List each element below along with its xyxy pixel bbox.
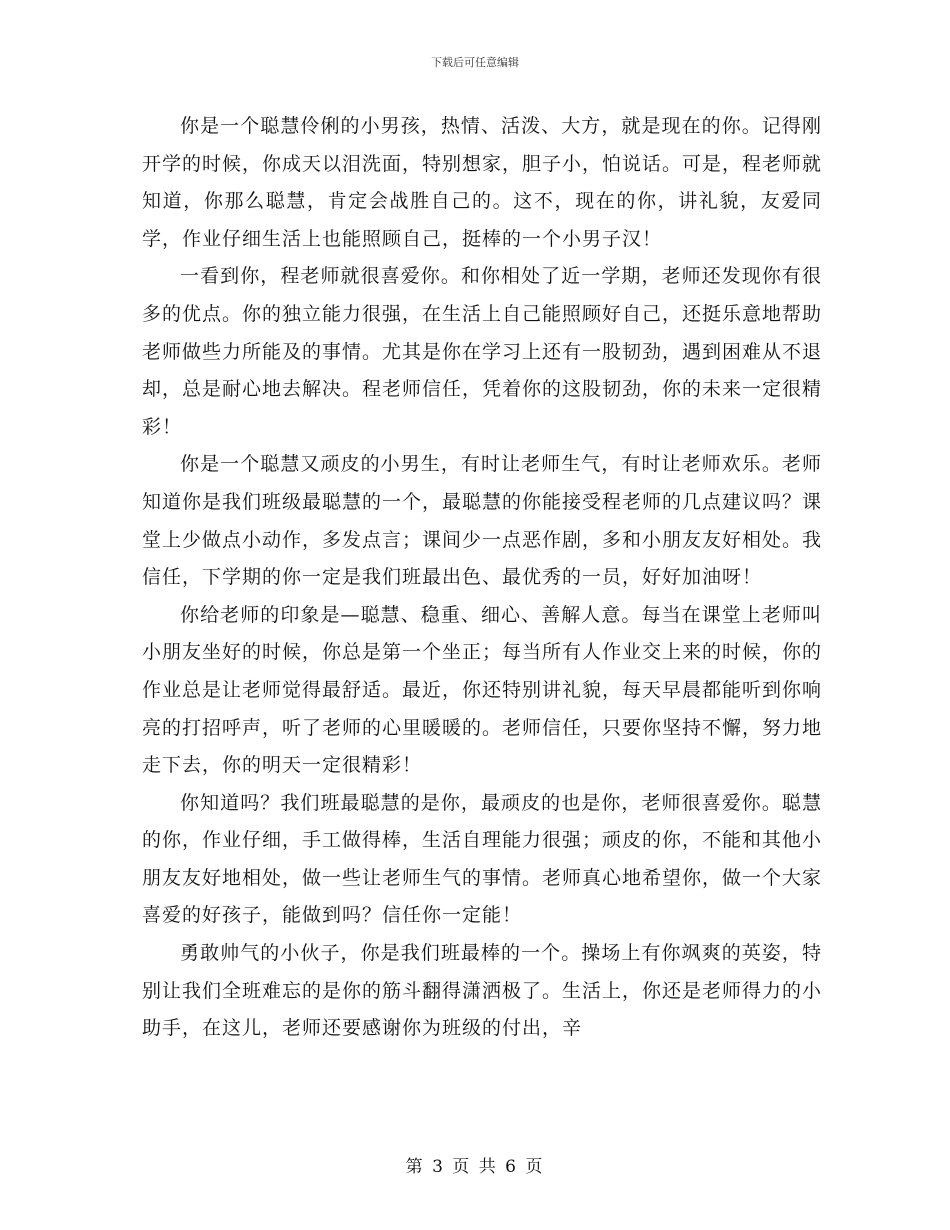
page-header: 下载后可任意编辑 xyxy=(431,56,519,69)
page-number-footer: 第 3 页 共 6 页 xyxy=(405,1157,545,1177)
paragraph-3: 你是一个聪慧又顽皮的小男生，有时让老师生气，有时让老师欢乐。老师知道你是我们班级最聪慧的一个，最聪慧的你能接受程老师的几点建议吗？课堂上少做点小动作，多发点言；课间少一点恶作剧，多和小朋友友好相处。我信任，下学期的你一定是我们班最出色、最优秀的一员，好好加油呀！ xyxy=(142,453,823,589)
paragraph-2: 一看到你，程老师就很喜爱你。和你相处了近一学期，老师还发现你有很多的优点。你的独立能力很强，在生活上自己能照顾好自己，还挺乐意地帮助老师做些力所能及的事情。尤其是你在学习上还有一股韧劲，遇到困难从不退却，总是耐心地去解决。程老师信任，凭着你的这股韧劲，你的未来一定很精彩！ xyxy=(142,265,823,438)
paragraph-4: 你给老师的印象是—聪慧、稳重、细心、善解人意。每当在课堂上老师叫小朋友坐好的时候，你总是第一个坐正；每当所有人作业交上来的时候，你的作业总是让老师觉得最舒适。最近，你还特别讲礼貌，每天早晨都能听到你响亮的打招呼声，听了老师的心里暖暖的。老师信任，只要你坚持不懈，努力地走下去，你的明天一定很精彩！ xyxy=(142,603,823,777)
paragraph-5: 你知道吗？我们班最聪慧的是你，最顽皮的也是你，老师很喜爱你。聪慧的你，作业仔细，手工做得棒，生活自理能力很强；顽皮的你，不能和其他小朋友友好地相处，做一些让老师生气的事情。老师真心地希望你，做一个大家喜爱的好孩子，能做到吗？信任你一定能！ xyxy=(142,791,823,927)
paragraph-6: 勇敢帅气的小伙子，你是我们班最棒的一个。操场上有你飒爽的英姿，特别让我们全班难忘的是你的筋斗翻得潇洒极了。生活上，你还是老师得力的小助手，在这儿，老师还要感谢你为班级的付出，辛 xyxy=(142,942,823,1040)
document-body xyxy=(142,108,822,1048)
paragraph-1: 你是一个聪慧伶俐的小男孩，热情、活泼、大方，就是现在的你。记得刚开学的时候，你成天以泪洗面，特别想家，胆子小，怕说话。可是，程老师就知道，你那么聪慧，肯定会战胜自己的。这不，现在的你，讲礼貌，友爱同学，作业仔细生活上也能照顾自己，挺棒的一个小男子汉！ xyxy=(142,115,823,250)
